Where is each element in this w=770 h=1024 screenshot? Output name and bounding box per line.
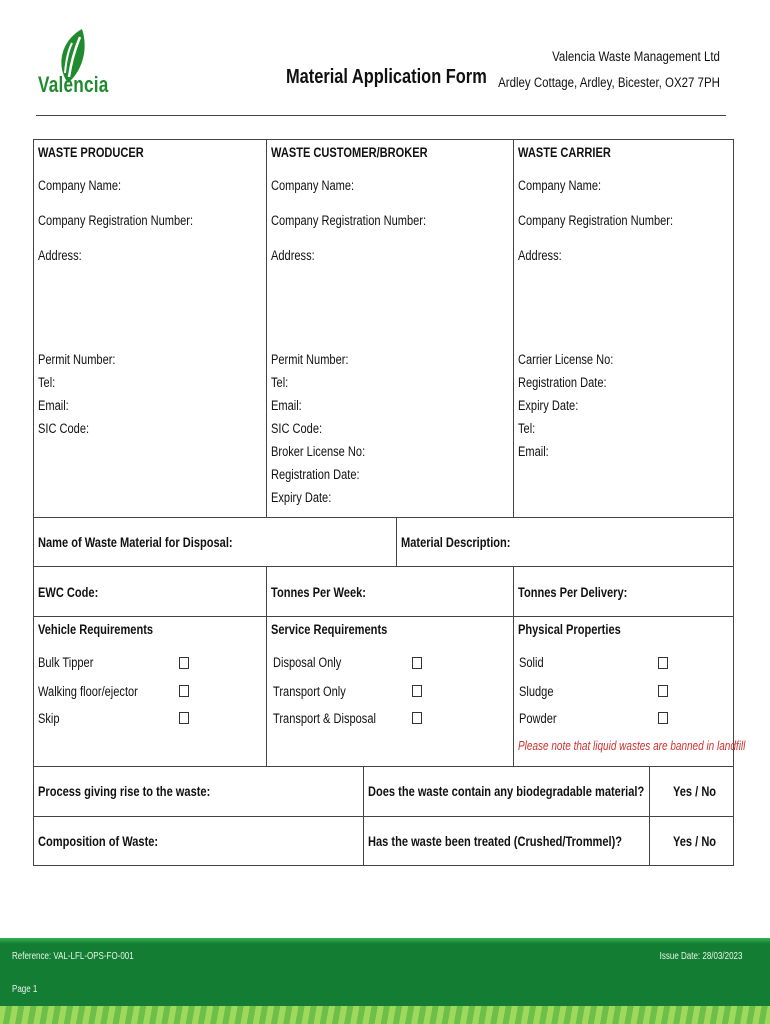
company-details [459,44,720,96]
physical-option-label: Sludge [519,684,554,699]
carrier-license-field[interactable]: Carrier License No: [518,352,614,367]
waste-producer-section [33,139,267,518]
service-option-label: Disposal Only [273,655,342,670]
treated-yes-no[interactable]: Yes / No [673,834,717,849]
tonnes-per-delivery-label: Tonnes Per Delivery: [518,585,628,600]
material-name-label: Name of Waste Material for Disposal: [38,535,233,550]
customer-heading: WASTE CUSTOMER/BROKER [271,145,428,160]
customer-permit-field[interactable]: Permit Number: [271,352,349,367]
company-address: Ardley Cottage, Ardley, Bicester, OX27 7PH [498,75,720,90]
service-requirements-heading: Service Requirements [271,622,388,637]
transport-disposal-checkbox[interactable] [412,712,422,724]
transport-only-checkbox[interactable] [412,685,422,697]
producer-permit-field[interactable]: Permit Number: [38,352,116,367]
page-number: Page 1 [12,984,38,995]
carrier-email-field[interactable]: Email: [518,444,549,459]
bulk-tipper-checkbox[interactable] [179,657,189,669]
customer-email-field[interactable]: Email: [271,398,302,413]
carrier-company-name-field[interactable]: Company Name: [518,178,602,193]
carrier-reg-number-field[interactable]: Company Registration Number: [518,213,674,228]
logo-wordmark: Valencia [38,72,109,97]
composition-label: Composition of Waste: [38,834,159,849]
ewc-code-label: EWC Code: [38,585,99,600]
producer-email-field[interactable]: Email: [38,398,69,413]
header-divider [36,115,726,116]
waste-carrier-section [513,139,734,518]
powder-checkbox[interactable] [658,712,668,724]
material-description-label: Material Description: [401,535,511,550]
waste-customer-section [266,139,514,518]
vehicle-requirements-heading: Vehicle Requirements [38,622,154,637]
vehicle-option-label: Skip [38,711,60,726]
company-name: Valencia Waste Management Ltd [552,49,720,64]
carrier-address-field[interactable]: Address: [518,248,562,263]
vehicle-option-label: Walking floor/ejector [38,684,138,699]
tonnes-per-week-label: Tonnes Per Week: [271,585,366,600]
footer-decorative-stripe [0,1006,770,1024]
producer-sic-field[interactable]: SIC Code: [38,421,90,436]
customer-broker-license-field[interactable]: Broker License No: [271,444,366,459]
walking-floor-checkbox[interactable] [179,685,189,697]
customer-reg-number-field[interactable]: Company Registration Number: [271,213,427,228]
producer-company-name-field[interactable]: Company Name: [38,178,122,193]
landfill-warning-note: Please note that liquid wastes are banned in landfill [518,739,746,753]
customer-tel-field[interactable]: Tel: [271,375,289,390]
solid-checkbox[interactable] [658,657,668,669]
physical-option-label: Solid [519,655,544,670]
carrier-registration-date-field[interactable]: Registration Date: [518,375,607,390]
document-reference: Reference: VAL-LFL-OPS-FO-001 [12,951,134,962]
producer-tel-field[interactable]: Tel: [38,375,56,390]
producer-heading: WASTE PRODUCER [38,145,144,160]
footer-highlight [0,938,770,944]
customer-address-field[interactable]: Address: [271,248,315,263]
carrier-tel-field[interactable]: Tel: [518,421,536,436]
service-option-label: Transport & Disposal [273,711,376,726]
customer-registration-date-field[interactable]: Registration Date: [271,467,360,482]
issue-date: Issue Date: 28/03/2023 [659,951,742,962]
customer-company-name-field[interactable]: Company Name: [271,178,355,193]
page-title: Material Application Form [286,66,487,88]
process-label: Process giving rise to the waste: [38,784,211,799]
disposal-only-checkbox[interactable] [412,657,422,669]
carrier-expiry-date-field[interactable]: Expiry Date: [518,398,579,413]
customer-sic-field[interactable]: SIC Code: [271,421,323,436]
treated-question: Has the waste been treated (Crushed/Trommel)? [368,834,623,849]
biodegradable-question: Does the waste contain any biodegradable material? [368,784,645,799]
vehicle-option-label: Bulk Tipper [38,655,94,670]
physical-properties-heading: Physical Properties [518,622,621,637]
service-option-label: Transport Only [273,684,346,699]
producer-reg-number-field[interactable]: Company Registration Number: [38,213,194,228]
skip-checkbox[interactable] [179,712,189,724]
biodegradable-yes-no[interactable]: Yes / No [673,784,717,799]
producer-address-field[interactable]: Address: [38,248,82,263]
page-footer [0,938,770,1024]
customer-expiry-date-field[interactable]: Expiry Date: [271,490,332,505]
sludge-checkbox[interactable] [658,685,668,697]
physical-option-label: Powder [519,711,557,726]
carrier-heading: WASTE CARRIER [518,145,611,160]
